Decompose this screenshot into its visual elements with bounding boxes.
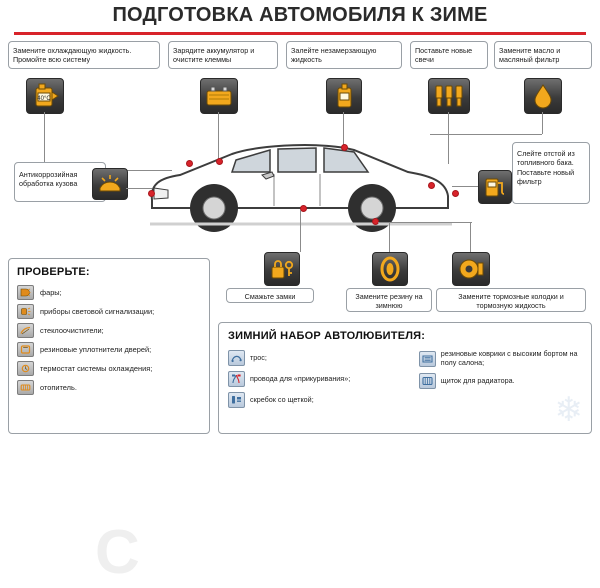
coolant-can-icon [26,78,64,114]
box-oil[interactable]: Замените масло и масляный фильтр [494,41,592,69]
tow-rope-icon [228,350,245,366]
spark-plugs-icon [428,78,470,114]
check-panel [8,258,210,587]
signal-lamp-icon [17,304,34,319]
connector-body [126,188,152,189]
padlock-key-icon [264,252,300,286]
wiper-icon [17,323,34,338]
connector-tires [389,222,390,252]
fuel-pump-icon [478,170,512,204]
box-coolant[interactable]: Замените охлаждающую жидкость. Промойте всю систему [8,41,160,69]
headlight-icon [17,285,34,300]
washer-fluid-icon [326,78,362,114]
radiator-shield-icon [419,373,436,389]
box-fuel[interactable]: Слейте отстой из топливного бака. Поставьте новый фильтр [512,142,590,204]
battery-icon [200,78,238,114]
box-brakes[interactable]: Замените тормозные колодки и тормозную жидкость [436,288,586,312]
oil-drop-icon [524,78,562,114]
check-item[interactable]: фары; [17,285,201,300]
check-item[interactable]: резиновые уплотнители дверей; [17,342,201,357]
winter-tire-icon [372,252,408,286]
box-battery[interactable]: Зарядите аккумулятор и очистите клеммы [168,41,278,69]
check-item[interactable]: стеклоочистители; [17,323,201,338]
jumper-cables-icon [228,371,245,387]
connector-bottom-h [378,222,472,223]
kit-item[interactable]: резиновые коврики с высоким бортом на полу салона; [419,350,582,367]
door-seal-icon [17,342,34,357]
kit-item[interactable]: трос; [228,350,405,366]
hotspot-locks [300,205,307,212]
check-item[interactable]: приборы световой сигнализации; [17,304,201,319]
box-spark-plugs[interactable]: Поставьте новые свечи [410,41,488,69]
box-tires[interactable]: Замените резину на зимнюю [346,288,432,312]
box-washer-fluid[interactable]: Залейте незамерзающую жидкость [286,41,402,69]
title-divider [14,32,586,35]
kit-item[interactable]: провода для «прикуривания»; [228,371,405,387]
check-item[interactable]: термостат системы охлаждения; [17,361,201,376]
hotspot-fuel [452,190,459,197]
connector-locks [300,210,301,252]
svg-text:40°C: 40°C [37,96,51,102]
box-locks[interactable]: Смажьте замки [226,288,314,303]
connector-oil [542,112,543,134]
rubber-mat-icon [419,351,436,367]
hotspot-battery [216,158,223,165]
hotspot-coolant [186,160,193,167]
kit-item[interactable]: щиток для радиатора. [419,373,582,389]
hotspot-body [148,190,155,197]
hotspot-washer [341,144,348,151]
brake-disc-icon [452,252,490,286]
check-panel-title: ПРОВЕРЬТЕ: [17,266,90,278]
snowflake-icon: ❄ [554,391,583,429]
thermostat-icon [17,361,34,376]
spray-body-icon [92,168,128,200]
box-anticorrosion[interactable]: Антикоррозийная обработка кузова [14,162,106,202]
winter-kit-panel [218,322,592,434]
heater-icon [17,380,34,395]
connector-brakes [470,222,471,252]
ghost-watermark: C [95,518,140,587]
check-item[interactable]: отопитель. [17,380,201,395]
hotspot-plugs [428,182,435,189]
page-title: ПОДГОТОВКА АВТОМОБИЛЯ К ЗИМЕ [112,4,488,26]
scraper-brush-icon [228,392,245,408]
kit-panel-title: ЗИМНИЙ НАБОР АВТОЛЮБИТЕЛЯ: [228,330,426,342]
connector-fuel [452,186,478,187]
kit-item[interactable]: скребок со щеткой; [228,392,405,408]
